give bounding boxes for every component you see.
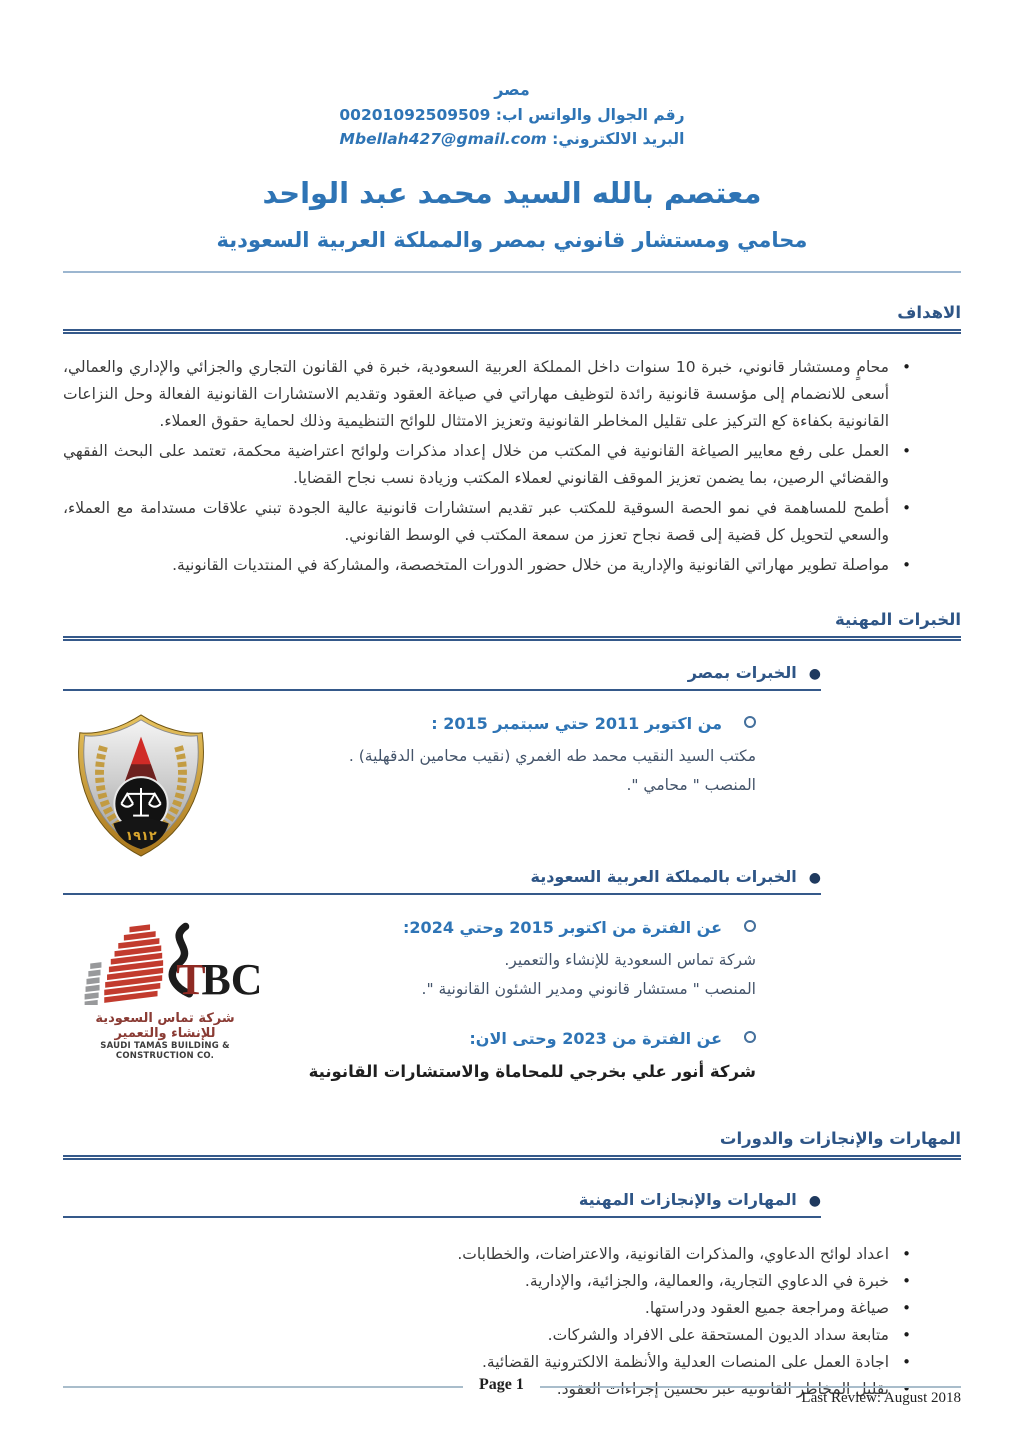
footer-divider-right (540, 1386, 961, 1388)
experience-egypt-heading: ●الخبرات بمصر (63, 663, 821, 691)
skill-item: • تقليل المخاطر القانونية عبر تحسين إجراءات العقود. (63, 1377, 913, 1402)
experience-saudi-heading: ●الخبرات بالمملكة العربية السعودية (63, 867, 821, 895)
section-skills-heading: المهارات والإنجازات والدورات (63, 1129, 961, 1160)
saudi-period2-heading: عن الفترة من 2023 وحتى الان: (63, 1026, 756, 1052)
email-line (63, 127, 961, 151)
egypt-bar-association-logo (71, 711, 211, 863)
skill-item: • اعداد لوائح الدعاوي، والمذكرات القانونية، والاعتراضات، والخطابات. (63, 1242, 913, 1267)
footer-right (540, 1376, 961, 1407)
header-divider (63, 271, 961, 273)
country-label: مصر (494, 80, 530, 99)
stbc-letter-t: T (176, 954, 206, 1004)
header (63, 80, 961, 255)
skill-item: • خبرة في الدعاوي التجارية، والعمالية، والجزائية، والإدارية. (63, 1269, 913, 1294)
circle-bullet-icon (744, 1031, 756, 1043)
shield-logo-icon (71, 711, 211, 859)
egypt-office-line: مكتب السيد النقيب محمد طه الغمري (نقيب محامين الدقهلية) . (348, 747, 756, 766)
experience-egypt-block (63, 711, 961, 861)
person-title: محامي ومستشار قانوني بمصر والمملكة العربية السعودية (216, 228, 808, 253)
skill-item: • صياغة ومراجعة جميع العقود ودراستها. (63, 1296, 913, 1321)
bullet-icon: ● (808, 1192, 821, 1209)
logo-year-text: ١٩١٢ (125, 828, 157, 844)
phone-line: رقم الجوال والواتس اب: 00201092509509 (339, 106, 685, 124)
skills-subheading: ●المهارات والإنجازات المهنية (63, 1190, 821, 1218)
stbc-building-icon (71, 919, 259, 1005)
section-objectives-heading: الاهداف (63, 303, 961, 334)
objective-item: • محامٍ ومستشار قانوني، خبرة 10 سنوات داخل المملكة العربية السعودية، خبرة في القانون التجاري والجزائي والإداري والعمالي، أسعى للانضمام إلى مؤسسة قانونية رائدة لتوظيف مهاراتي في صياغة العقود وتقديم الاستشارات القانونية الفعالة وحل النزاعات القانونية بكفاءة كع التركيز على تقليل المخاطر القانونية وتعزيز الامتثال للوائح التنظيمية وذلك لحماية حقوق العملاء. (63, 354, 913, 435)
circle-bullet-icon (744, 920, 756, 932)
egypt-period-heading: من اكتوبر 2011 حتي سبتمبر 2015 : (63, 711, 756, 737)
objectives-list (63, 354, 913, 580)
saudi-company1-line: شركة تماس السعودية للإنشاء والتعمير. (504, 951, 756, 970)
egypt-position-line: المنصب " محامي ". (626, 775, 756, 794)
stbc-letters-bc: BC (201, 954, 259, 1004)
skill-item: • متابعة سداد الديون المستحقة على الافراد والشركات. (63, 1323, 913, 1348)
objective-item: • العمل على رفع معايير الصياغة القانونية في المكتب من خلال إعداد مذكرات ولوائح اعتراضية محكمة، تعتمد على البحث الفقهي والقضائي الرصين، بما يضمن تعزيز الموقف القانوني لعملاء المكتب وزيادة نسب نجاح القضايا. (63, 438, 913, 492)
objective-item: • أطمح للمساهمة في نمو الحصة السوقية للمكتب عبر تقديم استشارات قانونية عالية الجودة تبني علاقات مستدامة مع العملاء، والسعي لتحويل كل قضية إلى قصة نجاح تعزز من سمعة المكتب في الوسط القانوني. (63, 495, 913, 549)
email-label: البريد الالكتروني: (552, 130, 685, 149)
saudi-period1-heading: عن الفترة من اكتوبر 2015 وحتي 2024: (63, 915, 756, 941)
bullet-icon: ● (808, 665, 821, 682)
stbc-logo (71, 919, 259, 1061)
saudi-position1-line: المنصب " مستشار قانوني ومدير الشئون القانونية ". (421, 979, 756, 998)
bullet-icon: ● (808, 869, 821, 886)
page-footer (63, 1376, 961, 1407)
page-number: Page 1 (479, 1376, 524, 1393)
saudi-company2-line: شركة أنور علي بخرجي للمحاماة والاستشارات القانونية (308, 1062, 756, 1082)
stbc-english-name: SAUDI TAMAS BUILDING & CONSTRUCTION CO. (100, 1040, 230, 1061)
circle-bullet-icon (744, 716, 756, 728)
stbc-arabic-name: شركة تماس السعودية للإنشاء والتعمير (95, 1010, 235, 1041)
objective-item: • مواصلة تطوير مهاراتي القانونية والإدارية من خلال حضور الدورات المتخصصة، والمشاركة في المنتديات القانونية. (63, 552, 913, 579)
section-experience-heading: الخبرات المهنية (63, 610, 961, 641)
skill-item: • اجادة العمل على المنصات العدلية والأنظمة الالكترونية القضائية. (63, 1350, 913, 1375)
experience-saudi-block (63, 915, 961, 1095)
last-review-text: Last Review: August 2018 (801, 1390, 961, 1406)
person-name: معتصم بالله السيد محمد عبد الواحد (262, 176, 762, 211)
email-address: Mbellah427@gmail.com (339, 130, 547, 149)
footer-divider-left (63, 1386, 463, 1388)
